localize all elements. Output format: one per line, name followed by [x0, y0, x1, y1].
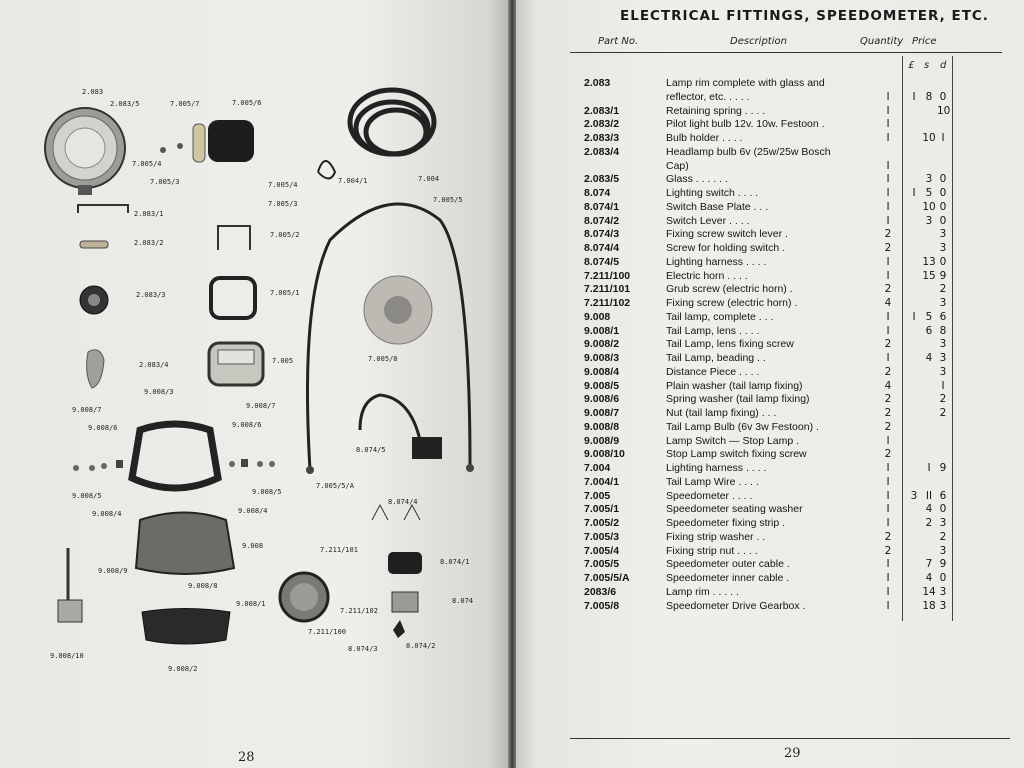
- right-page: [516, 0, 1024, 768]
- table-row: [516, 270, 1024, 284]
- price-pence: 3: [939, 517, 947, 529]
- table-row: [516, 228, 1024, 242]
- part-description: Glass . . . . . .: [666, 173, 728, 186]
- diagram-label: 9.008/3: [144, 388, 174, 396]
- part-number: 9.008/10: [584, 448, 625, 461]
- price-shillings: 6: [925, 324, 933, 337]
- table-row: [516, 77, 1024, 91]
- table-row: [516, 531, 1024, 545]
- part-number: 7.005/1: [584, 503, 620, 516]
- price-shillings: I: [927, 462, 931, 474]
- price-pence: 3: [939, 228, 947, 241]
- table-row: [516, 325, 1024, 339]
- diagram-label: 9.008/6: [232, 421, 262, 429]
- quantity: 2: [884, 448, 892, 461]
- part-description: Tail Lamp, beading . .: [666, 352, 766, 364]
- table-row: [516, 421, 1024, 435]
- part-number: 2.083/2: [584, 118, 620, 131]
- part-number: 2.083/4: [584, 145, 620, 158]
- table-row: [516, 558, 1024, 572]
- table-row: [516, 545, 1024, 559]
- part-number: 9.008/5: [584, 379, 620, 392]
- price-pence: I: [941, 379, 945, 392]
- part-description: Bulb holder . . . .: [666, 132, 743, 144]
- quantity: 4: [884, 379, 892, 392]
- diagram-label: 9.008/5: [252, 488, 282, 496]
- quantity: I: [886, 558, 890, 571]
- part-description: Tail Lamp, lens fixing screw: [666, 338, 794, 351]
- part-description: Lighting harness . . . .: [666, 255, 767, 268]
- part-number: 8.074/4: [584, 242, 620, 254]
- part-description: Cap): [666, 159, 689, 172]
- quantity: I: [886, 187, 890, 199]
- table-row: [516, 435, 1024, 449]
- part-number: 7.211/101: [584, 283, 631, 296]
- price-pounds: I: [912, 90, 916, 103]
- diagram-label: 8.074/3: [348, 645, 378, 653]
- part-description: Lamp rim complete with glass and: [666, 77, 825, 89]
- price-pence: 0: [939, 187, 947, 199]
- part-number: 7.005/2: [584, 517, 620, 529]
- price-shillings: II: [925, 489, 933, 502]
- table-row: [516, 380, 1024, 394]
- header-description: Description: [730, 36, 787, 47]
- table-row: [516, 586, 1024, 600]
- diagram-label: 7.005/1: [270, 289, 300, 297]
- diagram-label: 7.211/101: [320, 546, 358, 554]
- part-number: 8.074/2: [584, 214, 620, 227]
- part-number: 9.008/1: [584, 324, 620, 337]
- part-number: 7.005/4: [584, 544, 620, 557]
- table-row: [516, 503, 1024, 517]
- price-pence: 8: [939, 324, 947, 337]
- price-shillings: 8: [925, 90, 933, 103]
- price-pence: 3: [939, 297, 947, 309]
- price-pence: 2: [939, 530, 947, 543]
- part-description: Speedometer inner cable .: [666, 572, 790, 584]
- price-pence: 9: [939, 558, 947, 571]
- headlamp-illustration: [45, 108, 125, 195]
- diagram-label: 7.005/4: [268, 181, 298, 189]
- quantity: I: [886, 585, 890, 598]
- price-shillings: 3: [925, 214, 933, 227]
- quantity: I: [886, 434, 890, 447]
- diagram-label: 7.005/3: [268, 200, 298, 208]
- price-shillings: 10: [922, 200, 936, 213]
- diagram-label: 7.005/8: [368, 355, 398, 363]
- table-row: [516, 105, 1024, 119]
- quantity: 2: [884, 283, 892, 296]
- part-description: Lamp Switch — Stop Lamp .: [666, 434, 800, 447]
- part-description: Tail Lamp, lens . . . .: [666, 324, 760, 337]
- diagram-label: 7.005/5/A: [316, 482, 354, 490]
- price-pence: 9: [939, 462, 947, 474]
- table-row: [516, 256, 1024, 270]
- diagram-label: 7.005: [272, 357, 294, 365]
- part-description: Speedometer Drive Gearbox .: [666, 599, 806, 612]
- price-pence: 0: [939, 214, 947, 227]
- page-title: ELECTRICAL FITTINGS, SPEEDOMETER, ETC.: [620, 8, 989, 24]
- table-row: [516, 118, 1024, 132]
- table-row: [516, 517, 1024, 531]
- table-row: [516, 352, 1024, 366]
- price-shillings: 10: [922, 132, 936, 144]
- part-description: Fixing screw switch lever .: [666, 228, 788, 241]
- table-row: [516, 338, 1024, 352]
- diagram-label: 2.083/1: [134, 210, 164, 218]
- diagram-label: 7.005/3: [150, 178, 180, 186]
- part-description: Fixing strip nut . . . .: [666, 544, 758, 557]
- quantity: I: [886, 104, 890, 117]
- part-description: Grub screw (electric horn) .: [666, 283, 793, 296]
- quantity: I: [886, 572, 890, 584]
- header-price: Price: [912, 36, 937, 47]
- part-description: Speedometer outer cable .: [666, 558, 790, 571]
- part-number: 8.074/1: [584, 200, 620, 213]
- part-description: Retaining spring . . . .: [666, 104, 766, 117]
- part-number: 7.004/1: [584, 475, 620, 488]
- diagram-label: 7.004/1: [338, 177, 368, 185]
- table-row: [516, 160, 1024, 174]
- part-number: 9.008/9: [584, 434, 620, 447]
- part-number: 8.074/3: [584, 228, 620, 241]
- table-row: [516, 462, 1024, 476]
- currency-pounds: £: [908, 60, 915, 71]
- table-row: [516, 600, 1024, 614]
- part-description: Screw for holding switch .: [666, 242, 786, 254]
- diagram-label: 9.008/1: [236, 600, 266, 608]
- price-pence: 6: [939, 489, 947, 502]
- diagram-label: 8.074/5: [356, 446, 386, 454]
- price-shillings: 4: [925, 352, 933, 364]
- price-pence: 3: [939, 585, 947, 598]
- quantity: 2: [884, 393, 892, 406]
- diagram-label: 7.005/4: [132, 160, 162, 168]
- table-row: [516, 572, 1024, 586]
- part-number: 8.074/5: [584, 255, 620, 268]
- diagram-label: 2.083/4: [139, 361, 169, 369]
- price-shillings: 5: [925, 187, 933, 199]
- price-pounds: 3: [910, 489, 918, 502]
- part-number: 2083/6: [584, 585, 617, 598]
- diagram-label: 8.074/1: [440, 558, 470, 566]
- diagram-label: 7.005/2: [270, 231, 300, 239]
- part-number: 9.008/4: [584, 365, 620, 378]
- part-number: 7.211/102: [584, 297, 631, 309]
- table-row: [516, 407, 1024, 421]
- part-description: Switch Base Plate . . .: [666, 200, 769, 213]
- part-description: Fixing screw (electric horn) .: [666, 297, 798, 309]
- table-row: [516, 283, 1024, 297]
- table-row: [516, 146, 1024, 160]
- diagram-label: 7.005/6: [232, 99, 262, 107]
- quantity: 2: [884, 338, 892, 351]
- part-number: 2.083/3: [584, 132, 620, 144]
- header-rule: [570, 52, 1002, 53]
- part-number: 8.074: [584, 187, 611, 199]
- quantity: I: [886, 599, 890, 612]
- diagram-label: 7.004: [418, 175, 440, 183]
- footer-rule: [570, 738, 1010, 739]
- diagram-label: 7.211/102: [340, 607, 378, 615]
- quantity: I: [886, 90, 890, 103]
- quantity: 2: [884, 407, 892, 419]
- price-pounds: I: [912, 310, 916, 323]
- quantity: I: [886, 517, 890, 529]
- part-description: Speedometer seating washer: [666, 503, 803, 516]
- quantity: I: [886, 173, 890, 186]
- book-gutter: [508, 0, 516, 768]
- price-pounds: I: [912, 187, 916, 199]
- quantity: 2: [884, 530, 892, 543]
- part-number: 7.005/3: [584, 530, 620, 543]
- quantity: 2: [884, 228, 892, 241]
- part-description: Lighting harness . . . .: [666, 462, 767, 474]
- part-number: 7.005: [584, 489, 611, 502]
- part-description: Nut (tail lamp fixing) . . .: [666, 407, 777, 419]
- table-row: [516, 366, 1024, 380]
- table-row: [516, 215, 1024, 229]
- quantity: I: [886, 503, 890, 516]
- price-pence: 9: [939, 269, 947, 282]
- diagram-label: 9.008/4: [92, 510, 122, 518]
- quantity: I: [886, 132, 890, 144]
- price-pence: 3: [939, 365, 947, 378]
- diagram-label: 2.083/5: [110, 100, 140, 108]
- table-row: [516, 311, 1024, 325]
- rubber-pad-illustration: [208, 120, 254, 162]
- part-description: Switch Lever . . . .: [666, 214, 750, 227]
- part-description: Tail Lamp Wire . . . .: [666, 475, 759, 488]
- quantity: I: [886, 475, 890, 488]
- header-part-no: Part No.: [598, 36, 639, 47]
- price-pence: 10: [937, 104, 951, 117]
- price-pence: 2: [939, 283, 947, 296]
- part-number: 2.083/1: [584, 104, 620, 117]
- diagram-label: 9.008/5: [72, 492, 102, 500]
- price-shillings: 18: [922, 599, 936, 612]
- diagram-label: 7.211/100: [308, 628, 346, 636]
- diagram-label: 7.005/7: [170, 100, 200, 108]
- quantity: I: [886, 462, 890, 474]
- price-pence: 2: [939, 393, 947, 406]
- part-number: 2.083: [584, 77, 611, 89]
- price-pence: 3: [939, 544, 947, 557]
- table-row: [516, 201, 1024, 215]
- price-shillings: 2: [925, 517, 933, 529]
- table-row: [516, 490, 1024, 504]
- quantity: 2: [884, 420, 892, 433]
- part-number: 7.005/8: [584, 599, 620, 612]
- part-number: 9.008/8: [584, 420, 620, 433]
- quantity: I: [886, 159, 890, 172]
- quantity: I: [886, 324, 890, 337]
- table-row: [516, 242, 1024, 256]
- price-pence: 0: [939, 173, 947, 186]
- quantity: I: [886, 269, 890, 282]
- part-description: Lighting switch . . . .: [666, 187, 759, 199]
- part-number: 7.211/100: [584, 269, 631, 282]
- part-number: 9.008/6: [584, 393, 620, 406]
- part-description: reflector, etc. . . . .: [666, 90, 750, 103]
- table-row: [516, 187, 1024, 201]
- diagram-label: 9.008/2: [168, 665, 198, 673]
- quantity: 2: [884, 242, 892, 254]
- part-description: Plain washer (tail lamp fixing): [666, 379, 803, 392]
- part-description: Speedometer fixing strip .: [666, 517, 786, 529]
- diagram-label: 9.008/7: [246, 402, 276, 410]
- diagram-label: 2.083: [82, 88, 104, 96]
- part-description: Headlamp bulb 6v (25w/25w Bosch: [666, 145, 831, 158]
- quantity: I: [886, 200, 890, 213]
- diagram-label: 9.008/4: [238, 507, 268, 515]
- diagram-label: 9.008: [242, 542, 264, 550]
- table-row: [516, 393, 1024, 407]
- bulb-illustration: [193, 124, 205, 162]
- diagram-label: 8.074: [452, 597, 474, 605]
- price-pence: 3: [939, 599, 947, 612]
- price-pence: 0: [939, 255, 947, 268]
- left-page: [0, 0, 508, 768]
- part-description: Speedometer . . . .: [666, 489, 753, 502]
- price-shillings: 5: [925, 310, 933, 323]
- price-pence: 3: [939, 338, 947, 351]
- part-description: Lamp rim . . . . .: [666, 585, 739, 598]
- currency-pence: d: [940, 60, 947, 71]
- quantity: I: [886, 310, 890, 323]
- part-number: 2.083/5: [584, 173, 620, 186]
- price-shillings: 15: [922, 269, 936, 282]
- header-quantity: Quantity: [860, 36, 904, 47]
- part-number: 9.008/3: [584, 352, 620, 364]
- diagram-label: 9.008/6: [88, 424, 118, 432]
- diagram-label: 7.005/5: [433, 196, 463, 204]
- diagram-label: 8.074/2: [406, 642, 436, 650]
- part-number: 7.005/5: [584, 558, 620, 571]
- quantity: I: [886, 214, 890, 227]
- part-description: Electric horn . . . .: [666, 269, 748, 282]
- price-pence: 0: [939, 503, 947, 516]
- quantity: 2: [884, 544, 892, 557]
- diagram-label: 9.008/10: [50, 652, 84, 660]
- price-shillings: 14: [922, 585, 936, 598]
- page-number-left: 28: [238, 750, 255, 765]
- part-description: Tail Lamp Bulb (6v 3w Festoon) .: [666, 420, 819, 433]
- quantity: I: [886, 352, 890, 364]
- diagram-label: 8.074/4: [388, 498, 418, 506]
- part-description: Tail lamp, complete . . .: [666, 310, 774, 323]
- part-description: Spring washer (tail lamp fixing): [666, 393, 810, 406]
- quantity: I: [886, 118, 890, 131]
- table-row: [516, 297, 1024, 311]
- diagram-label: 9.008/9: [98, 567, 128, 575]
- part-number: 7.005/5/A: [584, 572, 630, 584]
- page-number-right: 29: [784, 746, 801, 761]
- price-pence: 0: [939, 200, 947, 213]
- part-number: 9.008/2: [584, 338, 620, 351]
- part-number: 9.008/7: [584, 407, 620, 419]
- quantity: I: [886, 489, 890, 502]
- price-shillings: 13: [922, 255, 936, 268]
- price-pence: 6: [939, 310, 947, 323]
- diagram-label: 2.083/3: [136, 291, 166, 299]
- price-pence: I: [941, 132, 945, 144]
- part-description: Stop Lamp switch fixing screw: [666, 448, 807, 461]
- part-number: 7.004: [584, 462, 611, 474]
- diagram-label: 9.008/8: [188, 582, 218, 590]
- part-number: 9.008: [584, 310, 611, 323]
- price-shillings: 4: [925, 503, 933, 516]
- quantity: I: [886, 255, 890, 268]
- table-row: [516, 476, 1024, 490]
- harness-coil: [350, 90, 434, 154]
- quantity: 4: [884, 297, 892, 309]
- table-row: [516, 91, 1024, 105]
- price-pence: 0: [939, 572, 947, 584]
- currency-shillings: s: [924, 60, 930, 71]
- price-shillings: 4: [925, 572, 933, 584]
- part-description: Fixing strip washer . .: [666, 530, 766, 543]
- quantity: 2: [884, 365, 892, 378]
- price-shillings: 7: [925, 558, 933, 571]
- table-row: [516, 132, 1024, 146]
- part-description: Pilot light bulb 12v. 10w. Festoon .: [666, 118, 825, 131]
- table-row: [516, 173, 1024, 187]
- diagram-label: 9.008/7: [72, 406, 102, 414]
- part-description: Distance Piece . . . .: [666, 365, 760, 378]
- table-row: [516, 448, 1024, 462]
- price-pence: 2: [939, 407, 947, 419]
- price-shillings: 3: [925, 173, 933, 186]
- price-pence: 3: [939, 352, 947, 364]
- diagram-label: 2.083/2: [134, 239, 164, 247]
- price-pence: 0: [939, 90, 947, 103]
- price-pence: 3: [939, 242, 947, 254]
